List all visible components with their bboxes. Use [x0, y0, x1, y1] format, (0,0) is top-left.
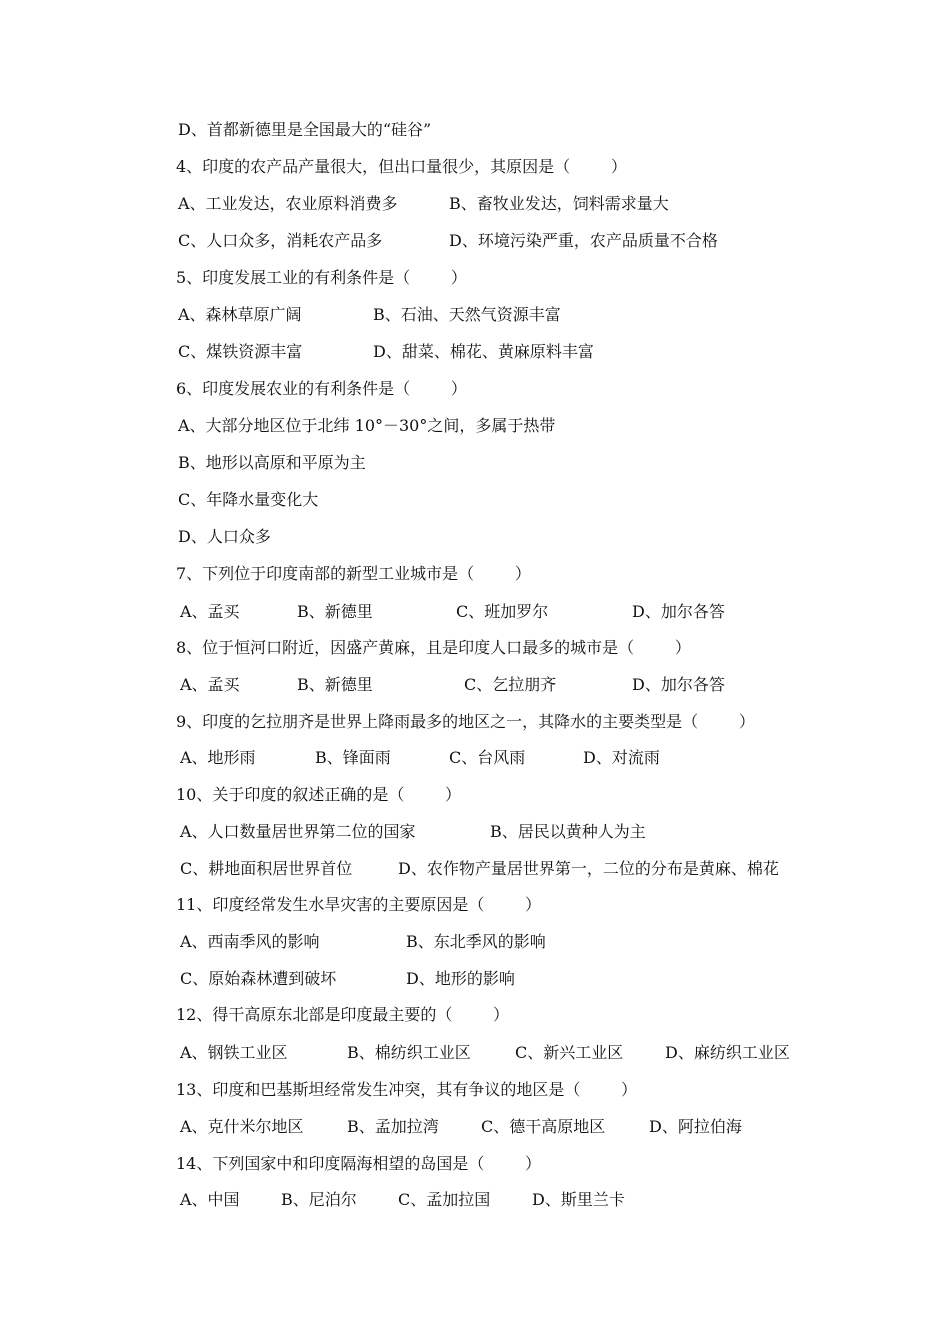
option-text: D、加尔各答	[632, 602, 725, 621]
option-text: C、班加罗尔	[456, 602, 549, 621]
option-text: A、森林草原广阔	[178, 305, 302, 324]
option-text: A、地形雨	[180, 748, 256, 767]
option-text: D、农作物产量居世界第一，二位的分布是黄麻、棉花	[398, 859, 779, 878]
option-text: D、人口众多	[178, 527, 271, 546]
question-text: 9、印度的乞拉朋齐是世界上降雨最多的地区之一，其降水的主要类型是（ ）	[176, 712, 755, 731]
option-text: A、孟买	[180, 675, 240, 694]
option-text: B、居民以黄种人为主	[490, 822, 646, 841]
option-text: D、甜菜、棉花、黄麻原料丰富	[373, 342, 594, 361]
option-text: D、首都新德里是全国最大的“硅谷”	[178, 120, 432, 139]
option-text: A、克什米尔地区	[180, 1117, 304, 1136]
option-text: A、西南季风的影响	[180, 932, 320, 951]
option-text: D、阿拉伯海	[649, 1117, 742, 1136]
option-text: B、新德里	[297, 675, 373, 694]
question-text: 13、印度和巴基斯坦经常发生冲突，其有争议的地区是（ ）	[176, 1080, 638, 1099]
question-text: 4、印度的农产品产量很大，但出口量很少，其原因是（ ）	[176, 157, 627, 176]
option-text: B、畜牧业发达，饲料需求量大	[449, 194, 669, 213]
option-text: A、大部分地区位于北纬 10°－30°之间，多属于热带	[178, 416, 556, 435]
option-text: A、钢铁工业区	[180, 1043, 288, 1062]
option-text: A、孟买	[180, 602, 240, 621]
question-text: 8、位于恒河口附近，因盛产黄麻，且是印度人口最多的城市是（ ）	[176, 638, 691, 657]
option-text: C、原始森林遭到破坏	[180, 969, 337, 988]
option-text: D、斯里兰卡	[532, 1190, 625, 1209]
option-text: D、加尔各答	[632, 675, 725, 694]
option-text: A、工业发达，农业原料消费多	[178, 194, 398, 213]
option-text: C、人口众多，消耗农产品多	[178, 231, 383, 250]
question-text: 14、下列国家中和印度隔海相望的岛国是（ ）	[176, 1154, 542, 1173]
option-text: D、地形的影响	[406, 969, 515, 988]
option-text: C、年降水量变化大	[178, 490, 319, 509]
option-text: C、德干高原地区	[481, 1117, 606, 1136]
question-text: 7、下列位于印度南部的新型工业城市是（ ）	[176, 564, 531, 583]
option-text: B、东北季风的影响	[406, 932, 546, 951]
option-text: C、耕地面积居世界首位	[180, 859, 353, 878]
question-text: 11、印度经常发生水旱灾害的主要原因是（ ）	[176, 895, 542, 914]
option-text: C、台风雨	[449, 748, 526, 767]
question-text: 5、印度发展工业的有利条件是（ ）	[176, 268, 467, 287]
option-text: B、新德里	[297, 602, 373, 621]
option-text: C、乞拉朋齐	[464, 675, 557, 694]
option-text: B、棉纺织工业区	[347, 1043, 471, 1062]
question-text: 10、关于印度的叙述正确的是（ ）	[176, 785, 462, 804]
option-text: C、孟加拉国	[398, 1190, 491, 1209]
option-text: B、锋面雨	[315, 748, 391, 767]
option-text: C、新兴工业区	[515, 1043, 624, 1062]
option-text: A、中国	[180, 1190, 240, 1209]
option-text: A、人口数量居世界第二位的国家	[180, 822, 416, 841]
option-text: B、地形以高原和平原为主	[178, 453, 366, 472]
option-text: B、石油、天然气资源丰富	[373, 305, 561, 324]
option-text: D、环境污染严重，农产品质量不合格	[449, 231, 718, 250]
question-text: 6、印度发展农业的有利条件是（ ）	[176, 379, 467, 398]
option-text: B、孟加拉湾	[347, 1117, 439, 1136]
option-text: C、煤铁资源丰富	[178, 342, 303, 361]
option-text: B、尼泊尔	[281, 1190, 357, 1209]
option-text: D、麻纺织工业区	[665, 1043, 790, 1062]
option-text: D、对流雨	[583, 748, 660, 767]
question-text: 12、得干高原东北部是印度最主要的（ ）	[176, 1005, 510, 1024]
